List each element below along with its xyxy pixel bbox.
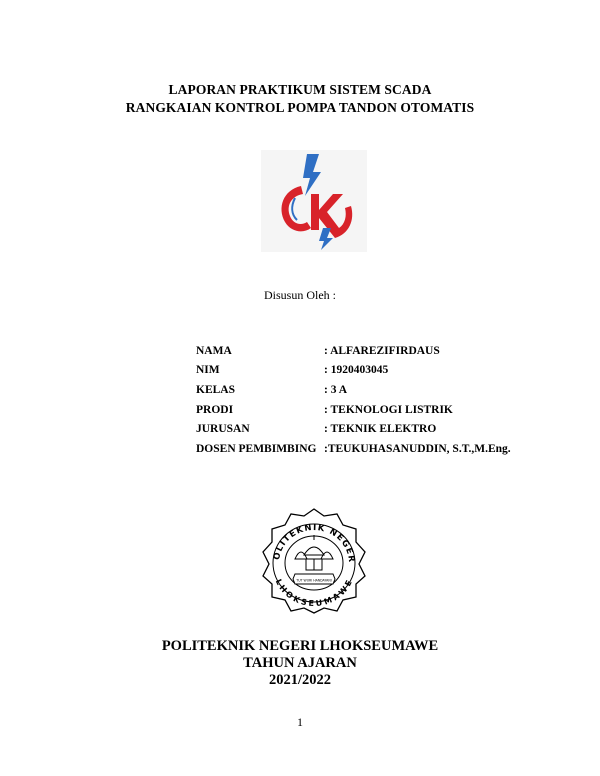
info-label: DOSEN PEMBIMBING <box>196 442 317 455</box>
info-row-nama <box>196 341 511 361</box>
info-value: : TEKNOLOGI LISTRIK <box>324 403 453 416</box>
seal-top-text: OLITEKNIK NEGER <box>272 522 357 564</box>
academic-year-value: 2021/2022 <box>268 672 332 688</box>
info-row-jurusan <box>196 419 511 439</box>
report-title-line2: RANGKAIAN KONTROL POMPA TANDON OTOMATIS <box>125 100 475 115</box>
university-seal <box>257 507 371 615</box>
info-label: NAMA <box>196 344 232 357</box>
info-row-dosen <box>196 439 511 459</box>
lightning-logo-icon <box>261 150 367 252</box>
page-number: 1 <box>297 715 303 729</box>
academic-year-label: TAHUN AJARAN <box>243 655 357 671</box>
info-label: KELAS <box>196 383 235 396</box>
info-row-prodi <box>196 400 511 420</box>
info-row-kelas <box>196 380 511 400</box>
report-title-line1: LAPORAN PRAKTIKUM SISTEM SCADA <box>168 82 432 97</box>
info-value: : 3 A <box>324 383 347 396</box>
student-info-table <box>196 341 511 459</box>
department-logo <box>261 150 367 252</box>
info-row-nim <box>196 361 511 381</box>
seal-emblem-icon <box>257 507 371 615</box>
seal-bottom-text: LHOKSEUMAWE <box>273 577 355 609</box>
info-label: PRODI <box>196 403 234 416</box>
seal-banner-text: TUT WURI HANDAYANI <box>296 578 332 583</box>
info-value: :TEUKUHASANUDDIN, S.T.,M.Eng. <box>324 442 511 455</box>
institution-name: POLITEKNIK NEGERI LHOKSEUMAWE <box>161 638 439 654</box>
info-label: NIM <box>196 364 220 377</box>
info-value: : TEKNIK ELEKTRO <box>324 423 437 436</box>
info-value: : 1920403045 <box>324 364 389 377</box>
compiled-by-label: Disusun Oleh : <box>264 288 336 302</box>
info-value: : ALFAREZIFIRDAUS <box>324 344 440 357</box>
info-label: JURUSAN <box>196 423 250 436</box>
